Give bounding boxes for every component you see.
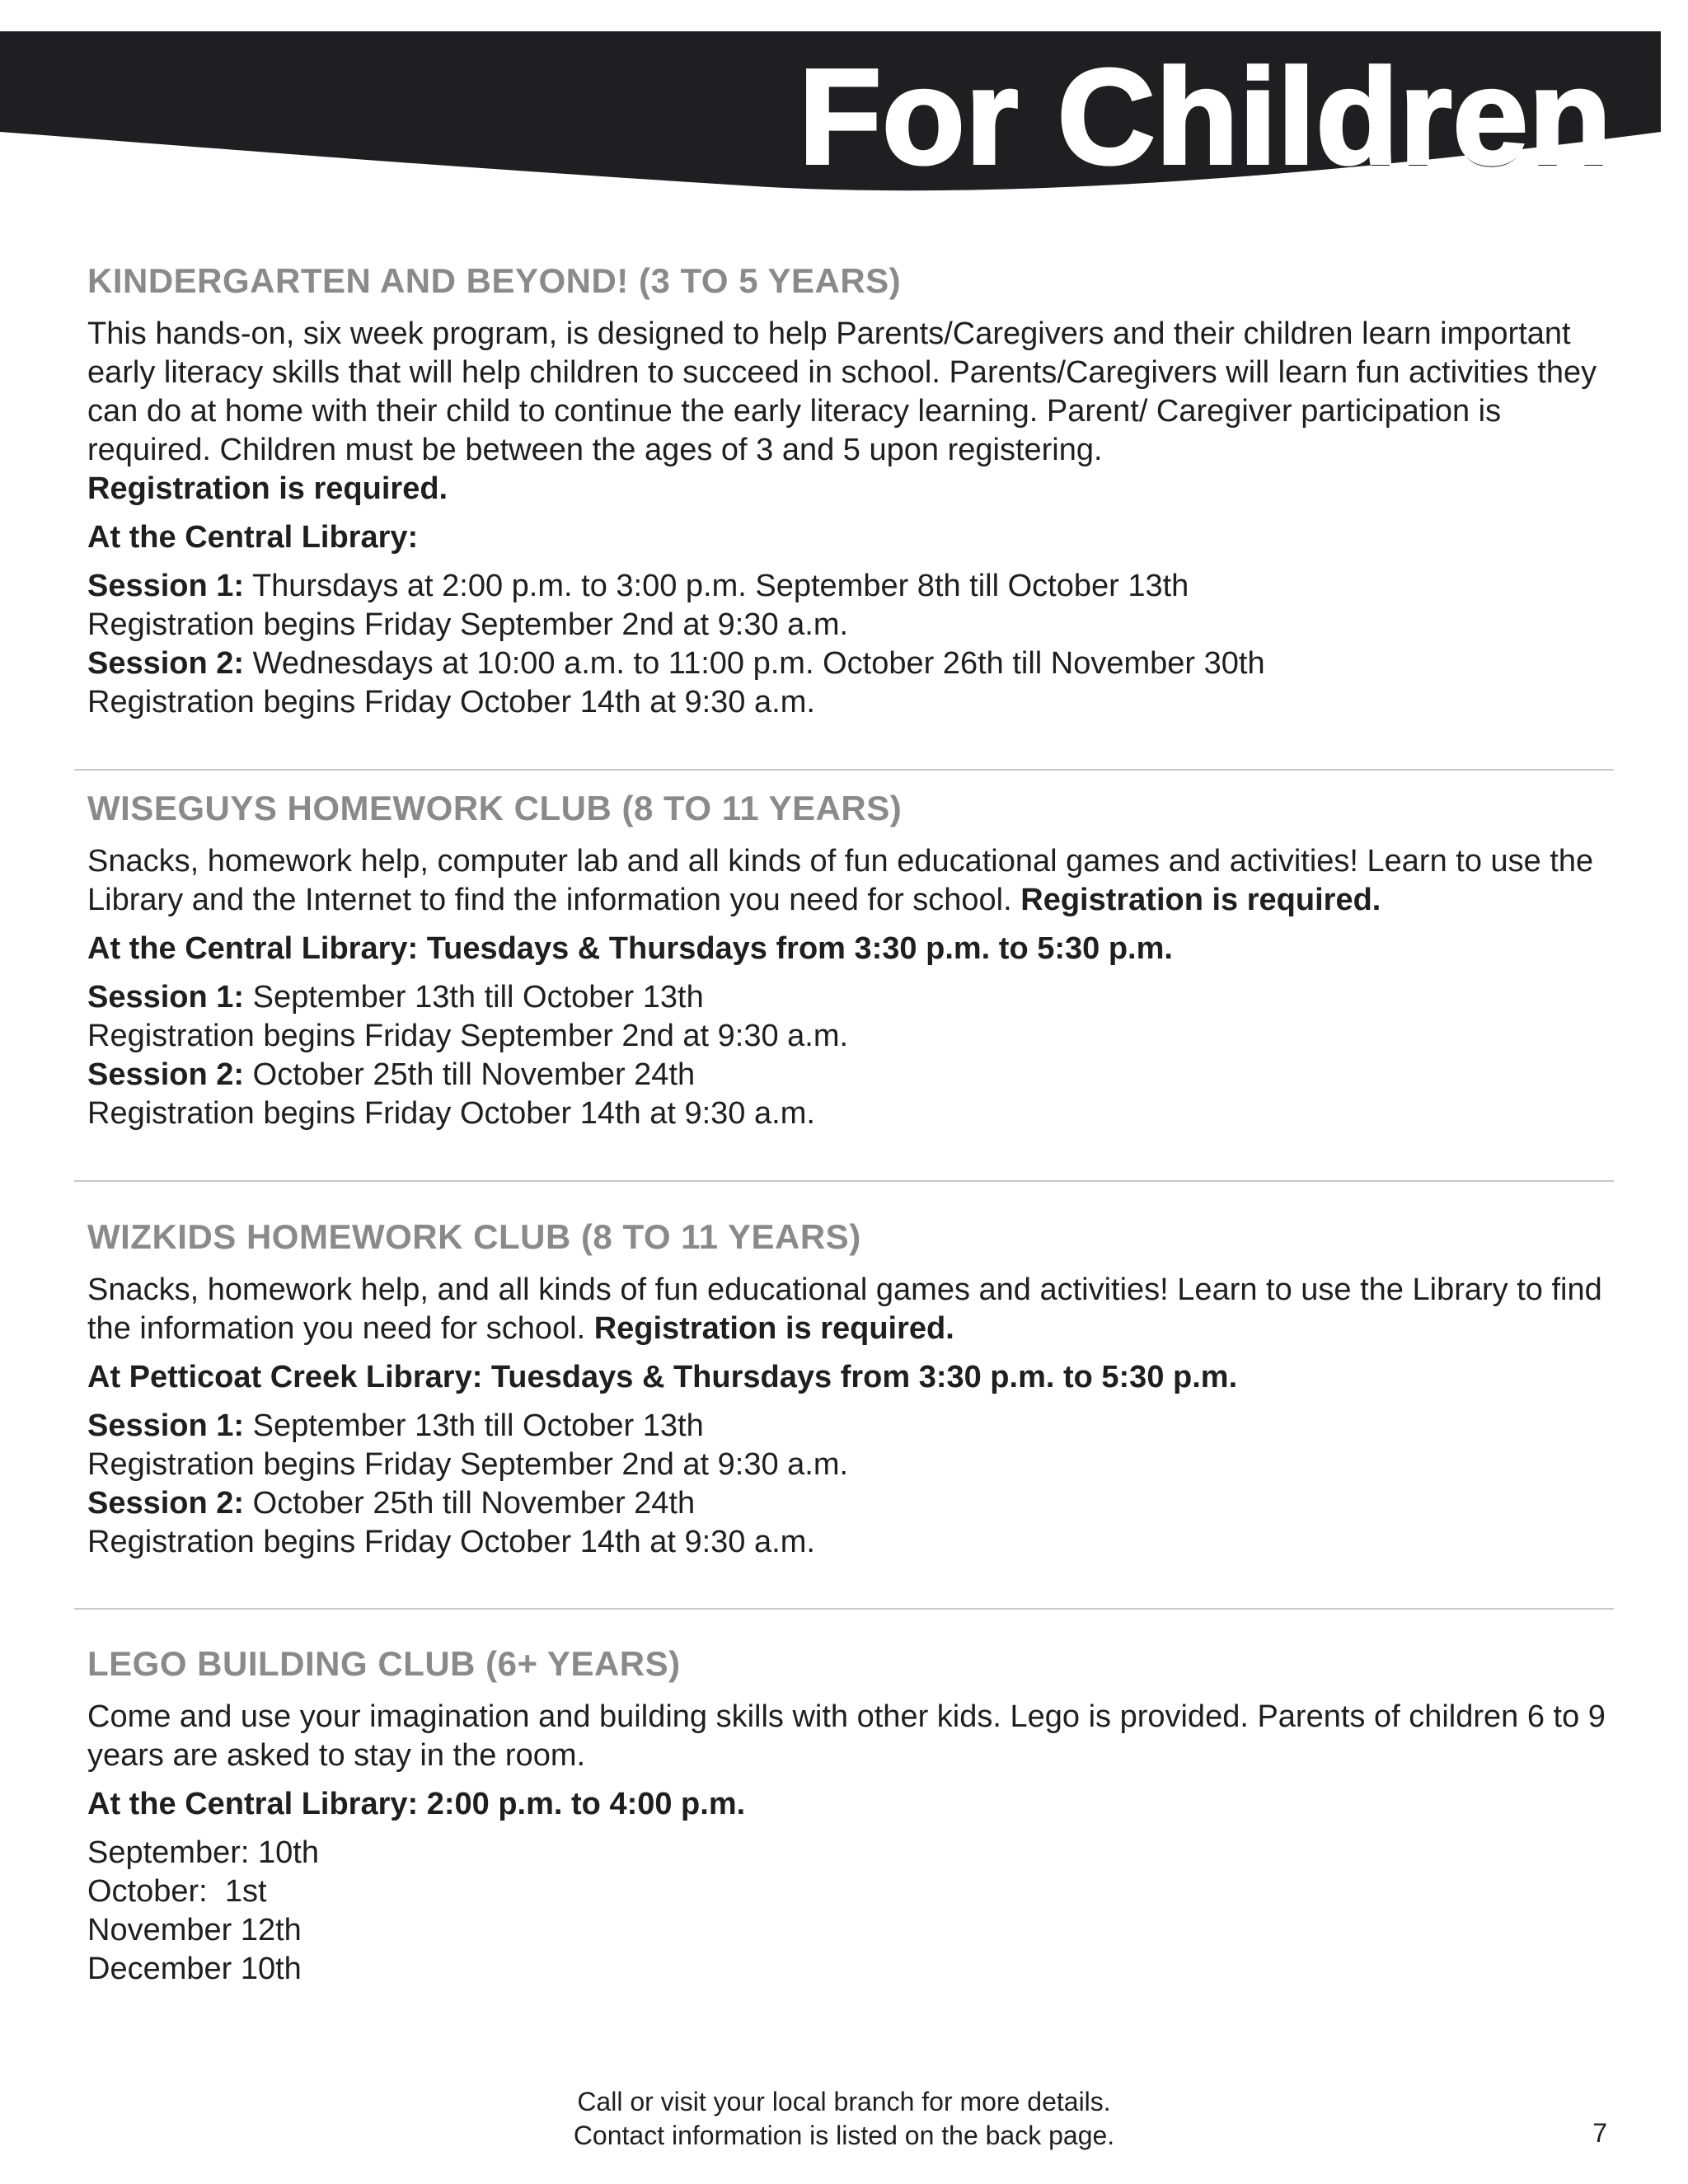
section-heading: WISEGUYS HOMEWORK CLUB (8 TO 11 YEARS): [87, 789, 903, 827]
session-registration: Registration begins Friday September 2nd at 9:30 a.m.: [87, 607, 849, 643]
section-heading: WIZKIDS HOMEWORK CLUB (8 TO 11 YEARS): [87, 1217, 861, 1256]
registration-note: Registration is required.: [593, 1311, 954, 1347]
section-kindergarten: [87, 260, 1620, 722]
section-heading: LEGO BUILDING CLUB (6+ YEARS): [87, 1644, 681, 1683]
session-time: Wednesdays at 10:00 a.m. to 11:00 p.m. October 26th till November 30th: [252, 646, 1265, 682]
section-description: This hands-on, six week program, is designed to help Parents/Caregivers and their children learn important early literacy skills that will help children to succeed in school. Parents/Caregivers will learn fun activities they can do at home with their child to continue the early literacy learning. Parent/ Caregiver participation is required. Children must be between the ages of 3 and 5 upon registering. Registration is required.: [87, 316, 1597, 507]
session-time: September 13th till October 13th: [252, 1408, 704, 1444]
section-divider: [74, 1180, 1614, 1182]
footer-line: Contact information is listed on the back page.: [573, 2121, 1115, 2150]
session-time: September 13th till October 13th: [252, 980, 704, 1015]
session-label: Session 2:: [87, 1486, 245, 1521]
session-registration: Registration begins Friday September 2nd at 9:30 a.m.: [87, 1447, 849, 1483]
date-list: [87, 1834, 1620, 1989]
session-registration: Registration begins Friday October 14th at 9:30 a.m.: [87, 1096, 815, 1132]
section-location: At the Central Library: Tuesdays & Thursdays from 3:30 p.m. to 5:30 p.m.: [87, 931, 1173, 967]
section-lego: [87, 1643, 1620, 1989]
session-label: Session 2:: [87, 646, 245, 682]
section-location: At the Central Library:: [87, 520, 419, 555]
session-label: Session 1:: [87, 569, 245, 604]
registration-note: Registration is required.: [1020, 883, 1381, 918]
section-location: At Petticoat Creek Library: Tuesdays & Thursdays from 3:30 p.m. to 5:30 p.m.: [87, 1360, 1238, 1395]
session-registration: Registration begins Friday October 14th at 9:30 a.m.: [87, 1525, 815, 1560]
registration-note: Registration is required.: [87, 471, 448, 507]
session-time: Thursdays at 2:00 p.m. to 3:00 p.m. September 8th till October 13th: [251, 569, 1189, 604]
footer-line: Call or visit your local branch for more details.: [577, 2087, 1111, 2116]
section-description: Snacks, homework help, computer lab and all kinds of fun educational games and activities! Learn to use the Library and the Internet to find the information you need for school. Registration is required.: [87, 844, 1594, 918]
session-label: Session 1:: [87, 1408, 245, 1444]
session-time: October 25th till November 24th: [252, 1486, 696, 1521]
page-title: For Children: [799, 41, 1612, 192]
session-label: Session 1:: [87, 980, 245, 1015]
footer-note: [0, 2085, 1688, 2153]
session-label: Session 2:: [87, 1057, 245, 1093]
section-divider: [74, 769, 1614, 771]
session-time: October 25th till November 24th: [252, 1057, 696, 1093]
section-wiseguys: [87, 788, 1620, 1133]
section-wizkids: [87, 1216, 1620, 1562]
section-heading: KINDERGARTEN AND BEYOND! (3 TO 5 YEARS): [87, 261, 902, 300]
session-registration: Registration begins Friday September 2nd at 9:30 a.m.: [87, 1019, 849, 1054]
session-list: [87, 1407, 1620, 1562]
date-item: November 12th: [87, 1913, 302, 1948]
page-number: 7: [1592, 2118, 1607, 2148]
section-location: At the Central Library: 2:00 p.m. to 4:00 p.m.: [87, 1787, 746, 1822]
date-item: December 10th: [87, 1952, 302, 1987]
session-list: [87, 567, 1620, 722]
section-divider: [74, 1608, 1614, 1610]
section-description: Snacks, homework help, and all kinds of fun educational games and activities! Learn to use the Library to find the information you need for school. Registration is required.: [87, 1272, 1602, 1347]
date-item: October: 1st: [87, 1874, 267, 1910]
session-list: [87, 978, 1620, 1133]
session-registration: Registration begins Friday October 14th at 9:30 a.m.: [87, 685, 815, 720]
date-item: September: 10th: [87, 1835, 319, 1871]
section-description: Come and use your imagination and building skills with other kids. Lego is provided. Parents of children 6 to 9 years are asked to stay in the room.: [87, 1699, 1606, 1774]
